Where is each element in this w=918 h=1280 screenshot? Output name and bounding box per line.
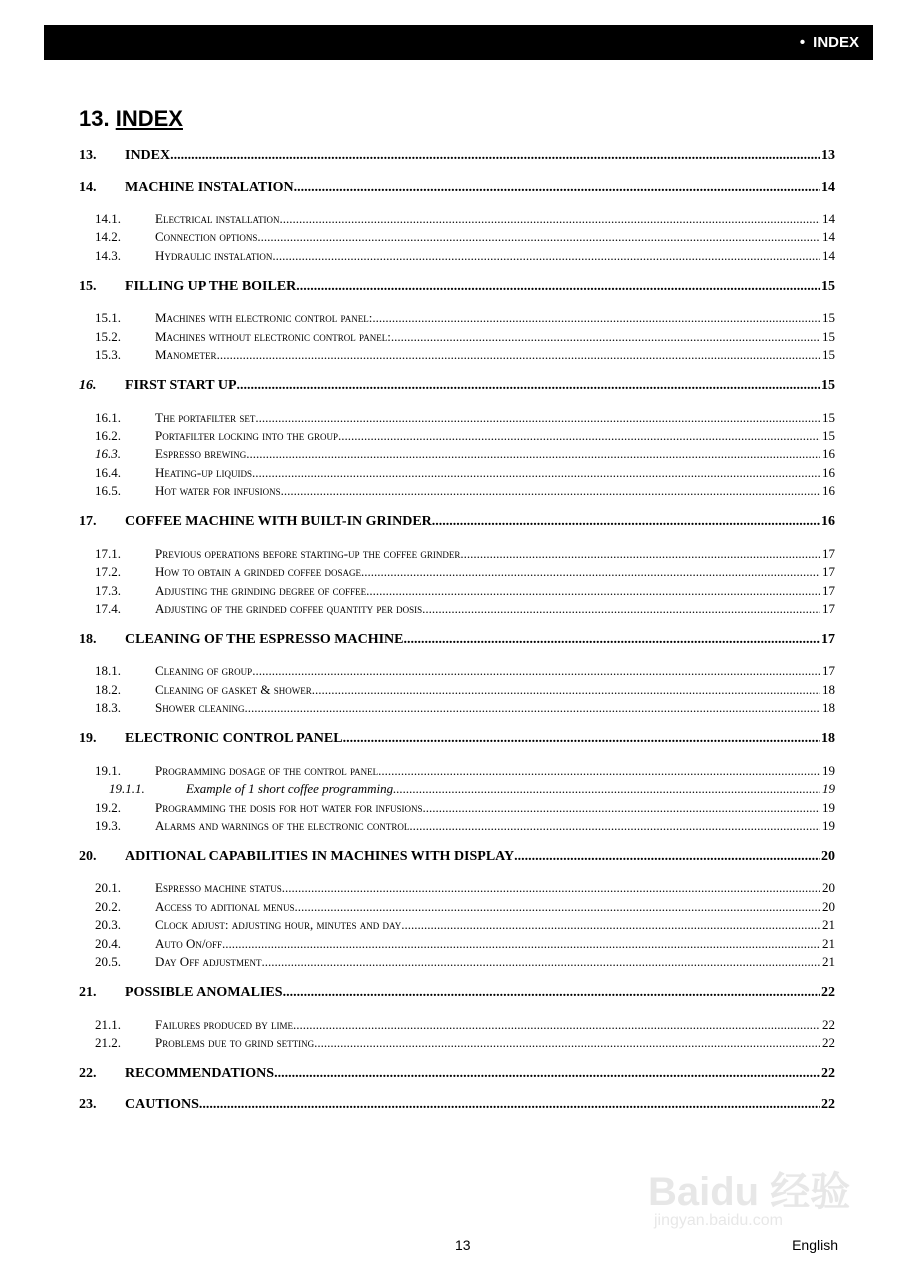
toc-entry-page: 21 — [822, 935, 835, 951]
toc-dot-leader — [293, 1017, 820, 1033]
toc-dot-leader — [276, 248, 820, 264]
toc-dot-leader — [282, 880, 820, 896]
toc-entry-title: Day Off adjustment — [155, 954, 262, 969]
toc-entry-number: 18. — [79, 631, 97, 647]
toc-dot-leader — [423, 800, 820, 816]
toc-entry-number: 23. — [79, 1097, 97, 1113]
toc-entry-title: Electrical installation — [155, 211, 280, 226]
toc-entry-title-wrap — [155, 601, 820, 617]
toc-entry[interactable] — [0, 663, 918, 681]
page-title-text: INDEX — [115, 106, 183, 131]
toc-entry-title-wrap — [155, 700, 820, 716]
toc-entry-title-wrap — [155, 410, 820, 426]
toc-entry-title-wrap — [155, 936, 820, 952]
toc-entry-title: FILLING UP THE BOILER — [125, 278, 297, 294]
toc-dot-leader — [283, 985, 820, 1001]
toc-entry-title: Machines with electronic control panel: — [155, 310, 373, 326]
toc-entry[interactable] — [0, 446, 918, 464]
toc-entry[interactable] — [0, 410, 918, 428]
toc-entry-number: 16.1. — [95, 409, 121, 425]
header-bar — [44, 25, 873, 60]
toc-entry[interactable] — [0, 428, 918, 446]
toc-entry-number: 13. — [79, 148, 97, 163]
toc-entry-title-wrap — [155, 1035, 820, 1051]
toc-entry[interactable] — [0, 936, 918, 954]
toc-entry-title-wrap — [125, 514, 820, 530]
toc-entry[interactable] — [0, 1017, 918, 1035]
toc-dot-leader — [432, 514, 820, 530]
toc-dot-leader — [296, 279, 820, 295]
toc-entry-page: 15 — [822, 310, 835, 326]
toc-entry[interactable] — [0, 378, 918, 396]
toc-entry-number: 20.3. — [95, 917, 121, 933]
toc-dot-leader — [338, 428, 820, 444]
toc-entry-title: Espresso machine status — [155, 880, 282, 896]
toc-entry-title: Manometer — [155, 347, 217, 363]
toc-entry-title: Adjusting of the grinded coffee quantity per dosis — [155, 600, 423, 616]
toc-entry-title-wrap — [125, 849, 820, 865]
toc-dot-leader — [252, 663, 820, 679]
toc-entry-number: 14.3. — [95, 247, 121, 263]
toc-entry[interactable] — [0, 1097, 918, 1115]
baidu-watermark — [648, 1140, 868, 1230]
toc-entry-title: Programming the dosis for hot water for infusions — [155, 799, 423, 815]
toc-entry-title-wrap — [125, 378, 820, 394]
toc-entry-number: 14.1. — [95, 211, 121, 226]
toc-dot-leader — [199, 1097, 820, 1113]
toc-entry-number: 16.3. — [95, 446, 121, 462]
footer-page-number: 13 — [455, 1237, 471, 1253]
toc-entry-page: 14 — [821, 179, 835, 195]
toc-entry-number: 14.2. — [95, 229, 121, 245]
toc-entry-title: Auto On/off — [155, 935, 222, 951]
toc-entry-title: ELECTRONIC CONTROL PANEL — [125, 731, 343, 747]
toc-entry-number: 20.4. — [95, 935, 121, 951]
toc-entry-title: Cleaning of group — [155, 663, 253, 679]
header-label — [800, 34, 859, 51]
toc-entry-title: MACHINE INSTALATION — [125, 179, 294, 195]
toc-entry-title-wrap — [155, 465, 820, 481]
toc-entry-page: 14 — [822, 247, 835, 263]
toc-entry-number: 17.2. — [95, 564, 121, 580]
toc-entry-number: 22. — [79, 1065, 97, 1081]
toc-entry[interactable] — [0, 279, 918, 297]
toc-entry-number: 17. — [79, 514, 97, 530]
toc-entry-title-wrap — [155, 310, 820, 326]
toc-entry-title-wrap — [155, 446, 820, 462]
toc-entry-title-wrap — [155, 763, 820, 779]
toc-entry-title: Hot water for infusions — [155, 483, 281, 499]
toc-dot-leader — [255, 410, 820, 426]
toc-entry-number: 15.1. — [95, 310, 121, 326]
toc-entry-page: 18 — [821, 731, 835, 747]
toc-dot-leader — [404, 632, 821, 648]
toc-entry-number: 16.4. — [95, 464, 121, 480]
toc-entry[interactable] — [0, 954, 918, 972]
toc-dot-leader — [364, 564, 820, 580]
toc-dot-leader — [294, 899, 820, 915]
toc-entry-title-wrap — [155, 583, 820, 599]
toc-entry-number: 18.3. — [95, 700, 121, 716]
toc-entry-title-wrap — [155, 229, 820, 245]
toc-dot-leader — [409, 818, 820, 834]
toc-entry-number: 20.1. — [95, 880, 121, 896]
toc-entry-title-wrap — [155, 428, 820, 444]
toc-entry[interactable] — [0, 483, 918, 501]
toc-entry-number: 19. — [79, 731, 97, 747]
toc-entry-title-wrap — [125, 279, 820, 295]
toc-entry-title-wrap — [155, 564, 820, 580]
toc-entry-title: POSSIBLE ANOMALIES — [125, 985, 283, 1000]
toc-entry-title-wrap — [155, 954, 820, 970]
toc-entry-number: 18.1. — [95, 663, 121, 679]
toc-dot-leader — [281, 483, 820, 499]
toc-dot-leader — [369, 583, 820, 599]
toc-entry-title-wrap — [155, 899, 820, 915]
toc-entry-page: 22 — [822, 1034, 835, 1050]
toc-entry-title-wrap — [125, 1066, 820, 1082]
toc-entry-page: 22 — [821, 1097, 835, 1113]
toc-entry-number: 14. — [79, 179, 97, 195]
toc-entry[interactable] — [0, 1035, 918, 1053]
toc-entry-page: 18 — [822, 700, 835, 716]
toc-entry-page: 16 — [822, 446, 835, 462]
toc-entry-title-wrap — [186, 781, 820, 797]
toc-entry-number: 20. — [79, 848, 97, 864]
toc-entry[interactable] — [0, 849, 918, 867]
toc-dot-leader — [246, 446, 820, 462]
toc-entry-page: 15 — [822, 409, 835, 425]
toc-entry-title: Alarms and warnings of the electronic control — [155, 817, 410, 833]
toc-entry-page: 15 — [822, 347, 835, 363]
toc-entry-page: 21 — [822, 917, 835, 933]
toc-dot-leader — [237, 378, 820, 394]
toc-dot-leader — [393, 781, 820, 797]
toc-entry-title-wrap — [155, 880, 820, 896]
toc-entry-title-wrap — [125, 1097, 820, 1113]
toc-entry-title: Portafilter locking into the group — [155, 428, 338, 443]
toc-entry[interactable] — [0, 731, 918, 749]
toc-entry-title: Espresso brewing — [155, 446, 247, 462]
toc-entry-page: 15 — [821, 378, 835, 394]
toc-entry-title: ADITIONAL CAPABILITIES IN MACHINES WITH DISPLAY — [125, 848, 515, 864]
toc-entry-number: 19.3. — [95, 817, 121, 833]
toc-entry-page: 15 — [822, 428, 835, 443]
toc-entry-number: 21. — [79, 985, 97, 1000]
toc-entry-title-wrap — [155, 818, 820, 834]
toc-entry-number: 15. — [79, 278, 97, 294]
toc-entry-page: 17 — [822, 582, 835, 598]
toc-entry-title-wrap — [155, 546, 820, 562]
toc-entry[interactable] — [0, 546, 918, 564]
toc-entry-page: 17 — [822, 545, 835, 561]
toc-dot-leader — [294, 180, 820, 196]
toc-entry-title: Programming dosage of the control panel — [155, 762, 379, 778]
toc-entry[interactable] — [0, 465, 918, 483]
toc-entry-title-wrap — [155, 347, 820, 363]
toc-entry-page: 20 — [821, 848, 835, 864]
toc-entry-title-wrap — [155, 1017, 820, 1033]
toc-dot-leader — [274, 1066, 820, 1082]
toc-entry-title: CAUTIONS — [125, 1097, 199, 1113]
watermark-logo: Baidu 经验 — [648, 1170, 851, 1214]
toc-entry-title: COFFEE MACHINE WITH BUILT-IN GRINDER — [125, 514, 432, 530]
toc-entry-page: 15 — [822, 328, 835, 344]
toc-entry-title-wrap — [155, 800, 820, 816]
toc-entry-title-wrap — [155, 211, 820, 227]
toc-entry-title: RECOMMENDATIONS — [125, 1065, 275, 1081]
toc-entry[interactable] — [0, 682, 918, 700]
toc-entry-title: Machines without electronic control panel: — [155, 328, 391, 344]
toc-entry[interactable] — [0, 899, 918, 917]
toc-entry-page: 16 — [822, 464, 835, 480]
toc-entry[interactable] — [0, 818, 918, 836]
toc-entry[interactable] — [0, 248, 918, 266]
toc-entry[interactable] — [0, 583, 918, 601]
toc-entry-title-wrap — [155, 663, 820, 679]
toc-dot-leader — [514, 849, 820, 865]
toc-entry[interactable] — [0, 329, 918, 347]
toc-entry-title-wrap — [125, 180, 820, 196]
toc-entry-title: Adjusting the grinding degree of coffee. — [155, 582, 370, 598]
toc-entry[interactable] — [0, 211, 918, 229]
toc-entry-page: 22 — [822, 1016, 835, 1032]
toc-entry-title-wrap — [155, 248, 820, 264]
toc-entry[interactable] — [0, 347, 918, 365]
toc-entry[interactable] — [0, 564, 918, 582]
toc-entry-number: 21.1. — [95, 1016, 121, 1032]
toc-entry-title: How to obtain a grinded coffee dosage. — [155, 564, 365, 580]
toc-entry-title: INDEX — [125, 148, 171, 163]
toc-entry-title-wrap — [125, 148, 820, 164]
toc-entry-number: 20.2. — [95, 898, 121, 914]
footer-language: English — [792, 1237, 838, 1253]
toc-entry[interactable] — [0, 514, 918, 532]
toc-entry[interactable] — [0, 148, 918, 166]
toc-entry-title: The portafilter set — [155, 409, 256, 425]
toc-entry-title-wrap — [155, 917, 820, 933]
toc-entry-title: FIRST START UP — [125, 378, 237, 394]
toc-entry[interactable] — [0, 763, 918, 781]
toc-entry-title-wrap — [155, 329, 820, 345]
toc-dot-leader — [401, 917, 820, 933]
toc-dot-leader — [422, 601, 820, 617]
page-title — [79, 106, 183, 132]
toc-entry-page: 15 — [821, 278, 835, 294]
toc-entry-title-wrap — [155, 682, 820, 698]
toc-entry-title-wrap — [125, 985, 820, 1001]
toc-entry-page: 20 — [822, 898, 835, 914]
toc-entry-page: 17 — [822, 600, 835, 616]
toc-entry-number: 16.2. — [95, 428, 121, 443]
toc-entry-page: 14 — [822, 229, 835, 245]
toc-dot-leader — [261, 954, 820, 970]
toc-entry-number: 19.1. — [95, 762, 121, 778]
toc-entry-number: 15.3. — [95, 347, 121, 363]
toc-entry-number: 17.1. — [95, 545, 121, 561]
toc-entry-number: 19.2. — [95, 799, 121, 815]
header-title: INDEX — [813, 34, 859, 51]
toc-entry-title: Clock adjust: adjusting hour, minutes and day — [155, 917, 402, 933]
toc-entry[interactable] — [0, 632, 918, 650]
toc-dot-leader — [372, 310, 820, 326]
toc-entry-page: 17 — [821, 631, 835, 647]
toc-entry-title-wrap — [125, 632, 820, 648]
toc-entry-page: 19 — [822, 817, 835, 833]
toc-entry[interactable] — [0, 800, 918, 818]
toc-dot-leader — [257, 229, 820, 245]
toc-entry[interactable] — [0, 917, 918, 935]
toc-entry-page: 18 — [822, 681, 835, 697]
toc-entry-title-wrap — [155, 483, 820, 499]
toc-dot-leader — [391, 329, 820, 345]
toc-entry[interactable] — [0, 1066, 918, 1084]
toc-entry[interactable] — [0, 781, 918, 799]
toc-dot-leader — [244, 700, 820, 716]
toc-dot-leader — [222, 936, 820, 952]
toc-entry-number: 17.3. — [95, 582, 121, 598]
toc-entry-page: 14 — [822, 211, 835, 226]
toc-dot-leader — [217, 347, 820, 363]
toc-entry-page: 13 — [821, 148, 835, 163]
toc-dot-leader — [460, 546, 820, 562]
toc-entry[interactable] — [0, 601, 918, 619]
toc-entry-number: 16. — [79, 378, 97, 394]
toc-entry[interactable] — [0, 180, 918, 198]
toc-dot-leader — [343, 731, 820, 747]
toc-entry-title: Problems due to grind setting — [155, 1034, 315, 1050]
page-title-number: 13. — [79, 106, 110, 131]
toc-entry-title: Previous operations before starting-up the coffee grinder — [155, 545, 461, 561]
toc-entry[interactable] — [0, 985, 918, 1003]
toc-dot-leader — [170, 148, 820, 164]
toc-entry[interactable] — [0, 880, 918, 898]
toc-entry-page: 17 — [822, 564, 835, 580]
toc-entry-title: Example of 1 short coffee programming — [186, 781, 394, 797]
toc-dot-leader — [378, 763, 820, 779]
toc-entry-page: 22 — [821, 985, 835, 1000]
toc-entry[interactable] — [0, 700, 918, 718]
toc-entry-number: 21.2. — [95, 1034, 121, 1050]
toc-entry-page: 19 — [822, 799, 835, 815]
toc-entry[interactable] — [0, 229, 918, 247]
toc-entry-page: 20 — [822, 880, 835, 896]
header-bullet: • — [799, 34, 806, 51]
toc-entry-page: 16 — [821, 514, 835, 530]
toc-entry-number: 17.4. — [95, 600, 121, 616]
toc-entry-page: 19 — [822, 781, 835, 797]
toc-entry-number: 16.5. — [95, 483, 121, 499]
toc-entry-title: Failures produced by lime — [155, 1016, 293, 1032]
toc-entry-number: 19.1.1. — [109, 781, 145, 797]
toc-dot-leader — [314, 1035, 820, 1051]
toc-entry-title: CLEANING OF THE ESPRESSO MACHINE — [125, 631, 404, 647]
toc-entry-title: Cleaning of gasket & shower — [155, 681, 312, 697]
toc-entry-page: 17 — [822, 663, 835, 679]
toc-entry-number: 20.5. — [95, 954, 121, 969]
toc-entry-title: Access to aditional menus — [155, 898, 295, 914]
toc-dot-leader — [252, 465, 820, 481]
toc-entry[interactable] — [0, 310, 918, 328]
toc-entry-page: 22 — [821, 1065, 835, 1081]
watermark-url: jingyan.baidu.com — [654, 1212, 783, 1229]
toc-entry-page: 19 — [822, 762, 835, 778]
toc-entry-title: Connection options — [155, 229, 258, 245]
toc-entry-number: 15.2. — [95, 328, 121, 344]
toc-entry-title: Shower cleaning — [155, 700, 245, 716]
toc-entry-title-wrap — [125, 731, 820, 747]
toc-entry-page: 21 — [822, 954, 835, 969]
toc-entry-page: 16 — [822, 483, 835, 499]
toc-dot-leader — [312, 682, 820, 698]
toc-entry-number: 18.2. — [95, 681, 121, 697]
toc-entry-title: Heating-up liquids — [155, 464, 252, 480]
toc-dot-leader — [279, 211, 820, 227]
toc-entry-title: Hydraulic instalation. — [155, 247, 276, 263]
